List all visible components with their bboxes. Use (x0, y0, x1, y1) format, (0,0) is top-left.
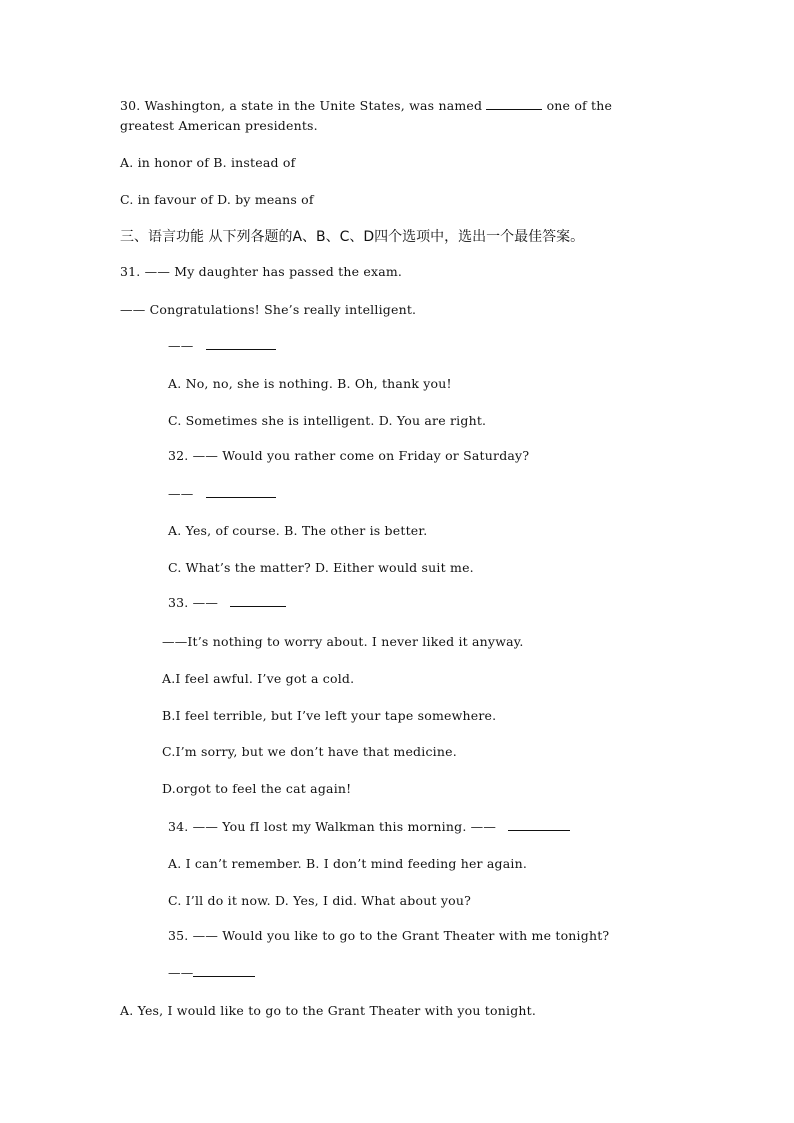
answer-blank (193, 966, 255, 977)
q33-option-d: D.orgot to feel the cat again! (162, 781, 352, 796)
q31-options-ab: A. No, no, she is nothing. B. Oh, thank you! (168, 376, 452, 391)
answer-blank (206, 487, 276, 498)
q31-line1: 31. —— My daughter has passed the exam. (120, 264, 403, 279)
q33-reply: ——It’s nothing to worry about. I never liked it anyway. (162, 634, 524, 649)
q30-stem-cont: greatest American presidents. (120, 118, 318, 133)
q34-options-cd: C. I’ll do it now. D. Yes, I did. What about you? (168, 893, 472, 908)
q33-option-b: B.I feel terrible, but I’ve left your tape somewhere. (162, 708, 497, 723)
q33-line1: 33. —— (168, 595, 286, 610)
q35-line1: 35. —— Would you like to go to the Grant Theater with me tonight? (168, 928, 610, 943)
q31-options-cd: C. Sometimes she is intelligent. D. You are right. (168, 413, 487, 428)
q30-options-ab: A. in honor of B. instead of (120, 155, 296, 170)
q33-option-a: A.I feel awful. I’ve got a cold. (162, 671, 355, 686)
q32-line1: 32. —— Would you rather come on Friday or Saturday? (168, 448, 530, 463)
answer-blank (508, 820, 570, 831)
answer-blank (230, 596, 286, 607)
q35-prompt: —— (168, 965, 255, 980)
q31-line2: —— Congratulations! She’s really intelligent. (120, 302, 417, 317)
q34-line1: 34. —— You fI lost my Walkman this morning. —— (168, 819, 570, 834)
q31-prompt: —— (168, 338, 276, 353)
answer-blank (206, 339, 276, 350)
q30-stem: 30. Washington, a state in the Unite States, was named one of the (120, 98, 613, 113)
q34-options-ab: A. I can’t remember. B. I don’t mind feeding her again. (168, 856, 528, 871)
q30-options-cd: C. in favour of D. by means of (120, 192, 314, 207)
q32-options-cd: C. What’s the matter? D. Either would suit me. (168, 560, 474, 575)
q32-options-ab: A. Yes, of course. B. The other is better. (168, 523, 428, 538)
section-heading: 三、语言功能 从下列各题的A、B、C、D四个选项中，选出一个最佳答案。 (120, 229, 585, 245)
q33-option-c: C.I’m sorry, but we don’t have that medicine. (162, 744, 457, 759)
answer-blank (486, 99, 542, 110)
q35-option-a: A. Yes, I would like to go to the Grant Theater with you tonight. (120, 1003, 537, 1018)
q32-prompt: —— (168, 486, 276, 501)
